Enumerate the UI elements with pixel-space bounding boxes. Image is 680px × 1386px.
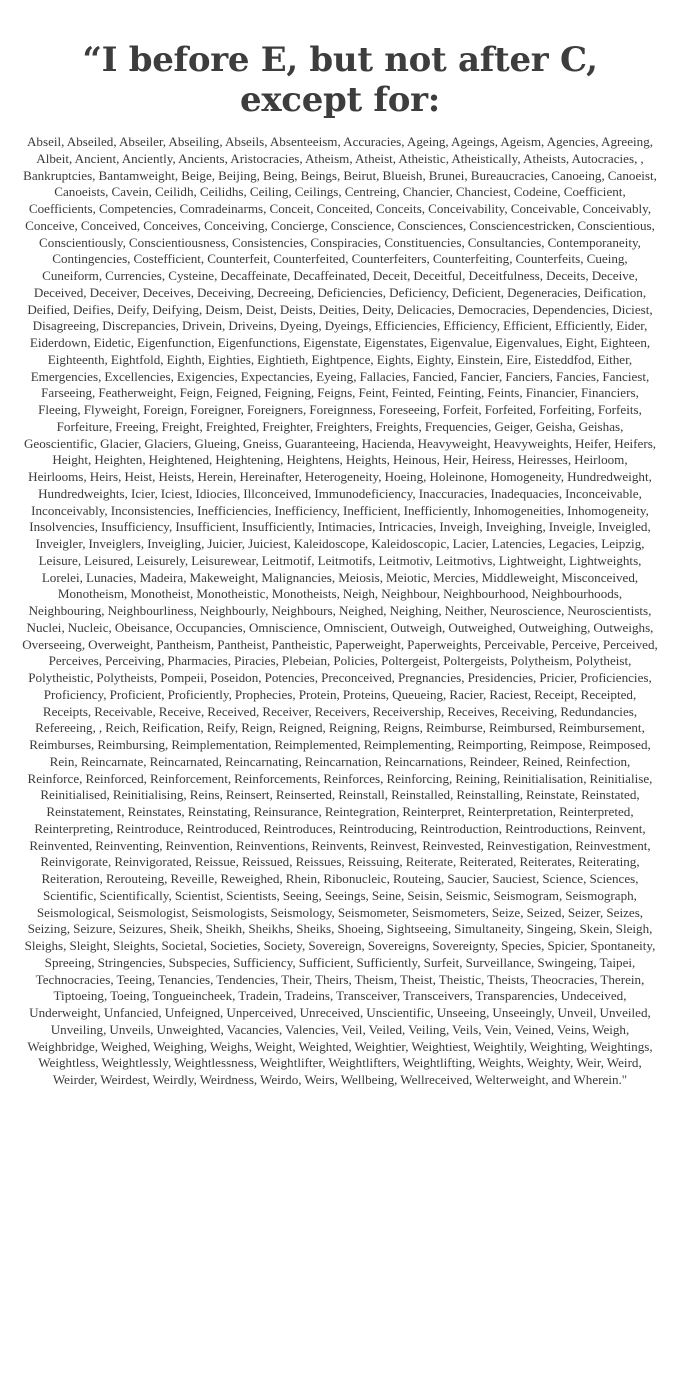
headline-line-2: except for: [239, 80, 441, 120]
headline-line-1: “I before E, but not after C, [82, 40, 598, 80]
word-list: Abseil, Abseiled, Abseiler, Abseiling, Abseils, Absenteeism, Accuracies, Ageing, Ageings, Ageism, Agencies, Agreeing, Albeit, Ancient, Anciently, Ancients, Aristocracies, Atheism, Atheist, Atheistic, Atheistically, Atheists, Autocracies, , Bankruptcies, Bantamweight, Beige, Beijing, Being, Beings, Beirut, Blueish, Brunei, Bureaucracies, Canoeing, Canoeist, Canoeists, Cavein, Ceilidh, Ceilidhs, Ceiling, Ceilings, Centreing, Chancier, Chanciest, Codeine, Coefficient, Coefficients, Competencies, Comradeinarms, Conceit, Conceited, Conceits, Conceivability, Conceivable, Conceivably, Conceive, Conceived, Conceives, Conceiving, Concierge, Conscience, Consciences, Consciencestricken, Conscientious, Conscientiously, Conscientiousness, Consistencies, Conspiracies, Constituencies, Consultancies, Contemporaneity, Contingencies, Costefficient, Counterfeit, Counterfeited, Counterfeiters, Counterfeiting, Counterfeits, Cueing, Cuneiform, Currencies, Cysteine, Decaffeinate, Decaffeinated, Deceit, Deceitful, Deceitfulness, Deceits, Deceive, Deceived, Deceiver, Deceives, Deceiving, Decreeing, Deficiencies, Deficiency, Deficient, Degeneracies, Deification, Deified, Deifies, Deify, Deifying, Deism, Deist, Deists, Deities, Deity, Delicacies, Democracies, Dependencies, Diciest, Disagreeing, Discrepancies, Drivein, Driveins, Dyeing, Dyeings, Efficiencies, Efficiency, Efficient, Efficiently, Eider, Eiderdown, Eidetic, Eigenfunction, Eigenfunctions, Eigenstate, Eigenstates, Eigenvalue, Eigenvalues, Eight, Eighteen, Eighteenth, Eightfold, Eighth, Eighties, Eightieth, Eightpence, Eights, Eighty, Einstein, Eire, Eisteddfod, Either, Emergencies, Excellencies, Exigencies, Expectancies, Eyeing, Fallacies, Fancied, Fancier, Fanciers, Fancies, Fanciest, Farseeing, Featherweight, Feign, Feigned, Feigning, Feigns, Feint, Feinted, Feinting, Feints, Financier, Financiers, Fleeing, Flyweight, Foreign, Foreigner, Foreigners, Foreignness, Foreseeing, Forfeit, Forfeited, Forfeiting, Forfeits, Forfeiture, Freeing, Freight, Freighted, Freighter, Freighters, Freights, Frequencies, Geiger, Geisha, Geishas, Geoscientific, Glacier, Glaciers, Glueing, Gneiss, Guaranteeing, Hacienda, Heavyweight, Heavyweights, Heifer, Heifers, Height, Heighten, Heightened, Heightening, Heightens, Heights, Heinous, Heir, Heiress, Heiresses, Heirloom, Heirlooms, Heirs, Heist, Heists, Herein, Hereinafter, Heterogeneity, Hoeing, Holeinone, Homogeneity, Hundredweight, Hundredweights, Icier, Iciest, Idiocies, Illconceived, Immunodeficiency, Inaccuracies, Inadequacies, Inconceivable, Inconceivably, Inconsistencies, Inefficiencies, Inefficiency, Inefficient, Inefficiently, Inhomogeneities, Inhomogeneity, Insolvencies, Insufficiency, Insufficient, Insufficiently, Intimacies, Intricacies, Inveigh, Inveighing, Inveigle, Inveigled, Inveigler, Inveiglers, Inveigling, Juicier, Juiciest, Kaleidoscope, Kaleidoscopic, Lacier, Latencies, Legacies, Leipzig, Leisure, Leisured, Leisurely, Leisurewear, Leitmotif, Leitmotifs, Leitmotiv, Leitmotivs, Lightweight, Lightweights, Lorelei, Lunacies, Madeira, Makeweight, Malignancies, Meiosis, Meiotic, Mercies, Middleweight, Misconceived, Monotheism, Monotheist, Monotheistic, Monotheists, Neigh, Neighbour, Neighbourhood, Neighbourhoods, Neighbouring, Neighbourliness, Neighbourly, Neighbours, Neighed, Neighing, Neither, Neuroscience, Neuroscientists, Nuclei, Nucleic, Obeisance, Occupancies, Omniscience, Omniscient, Outweigh, Outweighed, Outweighing, Outweighs, Overseeing, Overweight, Pantheism, Pantheist, Pantheistic, Paperweight, Paperweights, Perceivable, Perceive, Perceived, Perceives, Perceiving, Pharmacies, Piracies, Plebeian, Policies, Poltergeist, Poltergeists, Polytheism, Polytheist, Polytheistic, Polytheists, Pompeii, Poseidon, Potencies, Preconceived, Pregnancies, Presidencies, Pricier, Proficiencies, Proficiency, Proficient, Proficiently, Prophecies, Protein, Proteins, Queueing, Racier, Raciest, Receipt, Receipted, Receipts, Receivable, Receive, Received, Receiver, Receivers, Receivership, Receives, Receiving, Redundancies, Refereeing, , Reich, Reification, Reify, Reign, Reigned, Reigning, Reigns, Reimburse, Reimbursed, Reimbursement, Reimburses, Reimbursing, Reimplementation, Reimplemented, Reimplementing, Reimporting, Reimpose, Reimposed, Rein, Reincarnate, Reincarnated, Reincarnating, Reincarnation, Reincarnations, Reindeer, Reined, Reinfection, Reinforce, Reinforced, Reinforcement, Reinforcements, Reinforces, Reinforcing, Reining, Reinitialisation, Reinitialise, Reinitialised, Reinitialising, Reins, Reinsert, Reinserted, Reinstall, Reinstalled, Reinstalling, Reinstate, Reinstated, Reinstatement, Reinstates, Reinstating, Reinsurance, Reintegration, Reinterpret, Reinterpretation, Reinterpreted, Reinterpreting, Reintroduce, Reintroduced, Reintroduces, Reintroducing, Reintroduction, Reintroductions, Reinvent, Reinvented, Reinventing, Reinvention, Reinventions, Reinvents, Reinvest, Reinvested, Reinvestigation, Reinvestment, Reinvigorate, Reinvigorated, Reissue, Reissued, Reissues, Reissuing, Reiterate, Reiterated, Reiterates, Reiterating, Reiteration, Rerouteing, Reveille, Reweighed, Rhein, Ribonucleic, Routeing, Saucier, Sauciest, Science, Sciences, Scientific, Scientifically, Scientist, Scientists, Seeing, Seeings, Seine, Seisin, Seismic, Seismogram, Seismograph, Seismological, Seismologist, Seismologists, Seismology, Seismometer, Seismometers, Seize, Seized, Seizer, Seizes, Seizing, Seizure, Seizures, Sheik, Sheikh, Sheikhs, Sheiks, Shoeing, Sightseeing, Simultaneity, Singeing, Skein, Sleigh, Sleighs, Sleight, Sleights, Societal, Societies, Society, Sovereign, Sovereigns, Sovereignty, Species, Spicier, Spontaneity, Spreeing, Stringencies, Subspecies, Sufficiency, Sufficient, Sufficiently, Surfeit, Surveillance, Swingeing, Taipei, Technocracies, Teeing, Tenancies, Tendencies, Their, Theirs, Theism, Theist, Theistic, Theists, Theocracies, Therein, Tiptoeing, Toeing, Tongueincheek, Tradein, Tradeins, Transceiver, Transceivers, Transparencies, Undeceived, Underweight, Unfancied, Unfeigned, Unperceived, Unreceived, Unscientific, Unseeing, Unseeingly, Unveil, Unveiled, Unveiling, Unveils, Unweighted, Vacancies, Valencies, Veil, Veiled, Veiling, Veils, Vein, Veined, Veins, Weigh, Weighbridge, Weighed, Weighing, Weighs, Weight, Weighted, Weightier, Weightiest, Weightily, Weighting, Weightings, Weightless, Weightlessly, Weightlessness, Weightlifter, Weightlifters, Weightlifting, Weights, Weighty, Weir, Weird, Weirder, Weirdest, Weirdly, Weirdness, Weirdo, Weirs, Wellbeing, Wellreceived, Welterweight, and Wherein." [22, 134, 658, 1087]
headline [22, 40, 658, 120]
